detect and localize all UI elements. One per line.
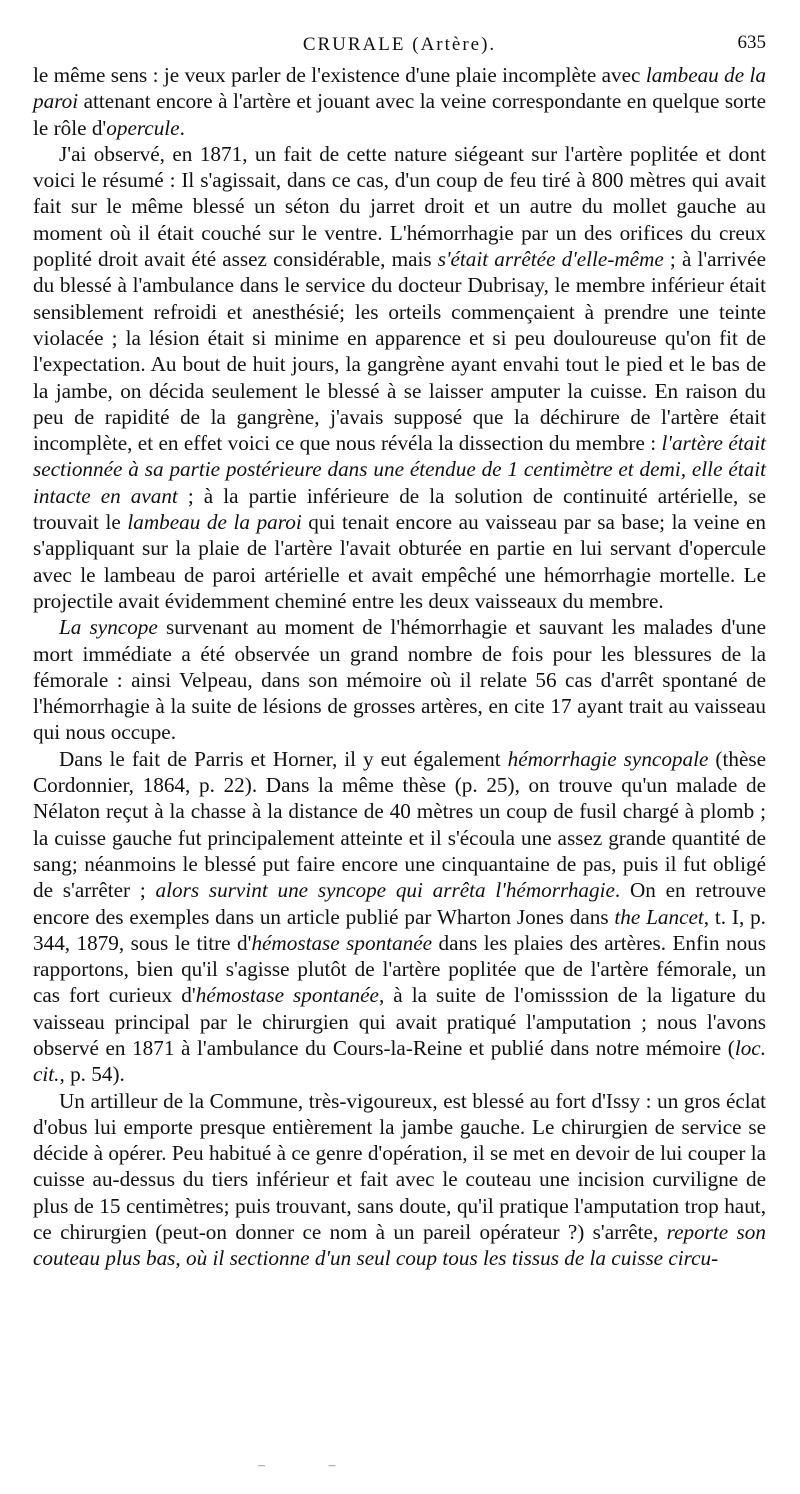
- text-run: , p. 54).: [59, 1062, 125, 1087]
- italic-run: lambeau de la paroi: [127, 510, 302, 535]
- text-run: ; à l'arrivée du blessé à l'ambulance dans le service du docteur Dubrisay, le membre inférieur était sensiblement refroidi et anesthésié; les orteils commençaient à prendre une teinte violacée ; la lésion était si minime en apparence et si peu douloureuse qu'on fit de l'expectation. Au bout de huit jours, la gangrène ayant envahi tout le pied et le bas de la jambe, on décida seulement le blessé à se laisser amputer la cuisse. En raison du peu de rapidité de la gangrène, j'avais supposé que la déchirure de l'artère était incomplète, et en effet voici ce que nous révéla la dissection du membre :: [33, 247, 766, 456]
- text-run: (thèse Cordonnier, 1864, p. 22). Dans la même thèse (p. 25), on trouve qu'un malade de Nélaton reçut à la chasse à la distance de 40 mètres un coup de fusil chargé à plomb ; la cuisse gauche fut principalement atteinte et il s'écoula une assez grande quantité de sang; néanmoins le blessé put faire encore une cinquantaine de pas, puis il fut obligé de s'arrêter ;: [33, 746, 767, 903]
- text-run: Dans le fait de Parris et Horner, il y eut également: [59, 746, 508, 771]
- italic-run: lambeau de la paroi: [33, 63, 767, 114]
- paragraph: [33, 614, 766, 745]
- italic-run: hémorrhagie syncopale: [507, 746, 709, 771]
- text-run: .: [179, 115, 185, 140]
- paragraph: [33, 746, 766, 1088]
- text-run: Un artilleur de la Commune, très-vigoureux, est blessé au fort d'Issy : un gros éclat d'obus lui emporte presque entièrement la jambe gauche. Le chirurgien de service se décide à opérer. Peu habitué à ce genre d'opération, il se met en devoir de lui couper la cuisse au-dessus du tiers inférieur et fait avec le couteau une incision curviligne de plus de 15 centimètres; puis trouvant, sans doute, qu'il pratique l'amputation trop haut, ce chirurgien (peut-on donner ce nom à un pareil opérateur ?) s'arrête,: [33, 1088, 766, 1245]
- running-header: [33, 28, 766, 58]
- text-run: le même sens : je veux parler de l'existence d'une plaie incomplète avec: [33, 63, 646, 87]
- italic-run: the Lancet: [614, 904, 704, 929]
- italic-run: hémostase spontanée: [195, 983, 379, 1008]
- paragraph: [33, 62, 766, 141]
- text-run: ; à la partie inférieure de la solution de continuité artérielle, se trouvait le: [33, 483, 766, 535]
- italic-run: loc. cit.: [33, 1035, 766, 1087]
- italic-run: s'était arrêtée d'elle-même: [437, 247, 664, 272]
- text-run: . On en retrouve encore des exemples dans un article publié par Wharton Jones dans: [33, 878, 766, 929]
- paragraph: [33, 141, 766, 614]
- page-number: 635: [737, 32, 766, 53]
- italic-run: alors survint une syncope qui arrêta l'hémorrhagie: [155, 878, 615, 903]
- text-run: survenant au moment de l'hémorrhagie et sauvant les malades d'une mort immédiate a été observée un grand nombre de fois pour les blessures de la fémorale : ainsi Velpeau, dans son mémoire où il relate 56 cas d'arrêt spontané de l'hémorrhagie à la suite de lésions de grosses artères, en cite 17 ayant trait au vaisseau qui nous occupe.: [33, 615, 767, 745]
- running-title: CRURALE (Artère).: [302, 34, 497, 55]
- italic-run: reporte son couteau plus bas, où il sectionne d'un seul coup tous les tissus de la cuisse circu-: [33, 1220, 766, 1271]
- text-run: , à la suite de l'omisssion de la ligature du vaisseau principal par le chirurgien qui avait pratiqué l'amputation ; nous l'avons observé en 1871 à l'ambulance du Cours-la-Reine et publié dans notre mémoire (: [33, 983, 766, 1060]
- italic-run: l'artère était sectionnée à sa partie postérieure dans une étendue de 1 centimètre et demi, elle était intacte en avant: [33, 431, 766, 508]
- document-page: [33, 28, 766, 1272]
- paragraph: [33, 1088, 766, 1272]
- text-run: J'ai observé, en 1871, un fait de cette nature siégeant sur l'artère poplitée et dont voici le résumé : Il s'agissait, dans ce cas, d'un coup de feu tiré à 800 mètres qui avait fait sur le même blessé un séton du jarret droit et un autre du mollet gauche au moment où il était couché sur le ventre. L'hémorrhagie par un des orifices du creux poplité droit avait été assez considérable, mais: [33, 141, 766, 272]
- text-run: attenant encore à l'artère et jouant avec la veine correspondante en quelque sorte le rôle d': [33, 89, 766, 140]
- italic-run: La syncope: [59, 615, 158, 640]
- body-text: [33, 62, 766, 1272]
- text-run: , t. I, p. 344, 1879, sous le titre d': [33, 904, 766, 955]
- italic-run: hémostase spontanée: [251, 930, 433, 955]
- italic-run: opercule: [106, 115, 180, 140]
- text-run: dans les plaies des artères. Enfin nous rapportons, bien qu'il s'agisse plutôt de l'artère poplitée que de l'artère fémorale, un cas fort curieux d': [33, 930, 767, 1008]
- footer-smudge-marks: ‒ ‒: [258, 1458, 366, 1473]
- text-run: qui tenait encore au vaisseau par sa base; la veine en s'appliquant sur la plaie de l'artère l'avait obturée en partie en lui servant d'opercule avec le lambeau de paroi artérielle et avait empêché une hémorrhagie mortelle. Le projectile avait évidemment cheminé entre les deux vaisseaux du membre.: [33, 510, 766, 613]
